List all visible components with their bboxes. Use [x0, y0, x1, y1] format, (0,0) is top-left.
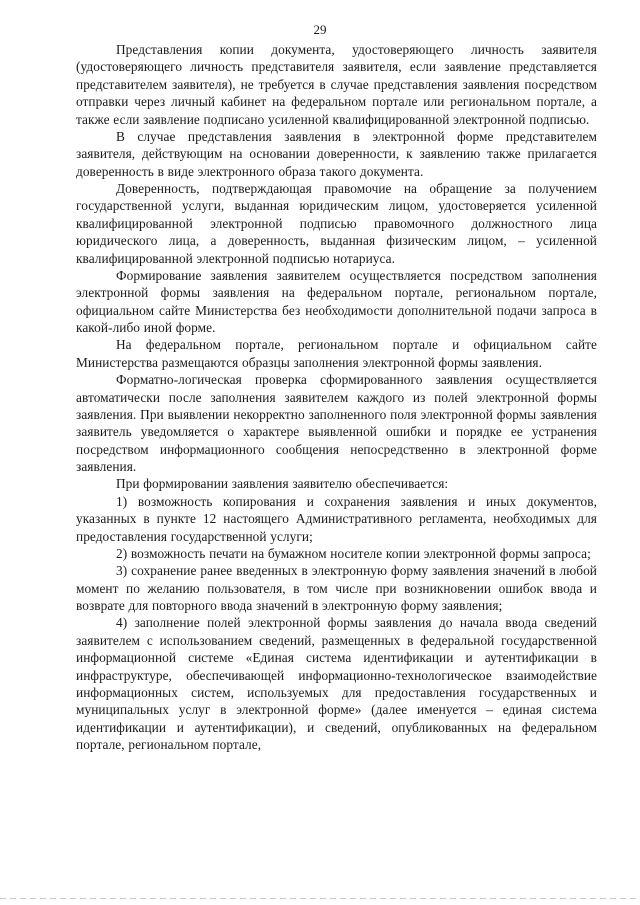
paragraph-form-filling: Формирование заявления заявителем осуществляется посредством заполнения электронной формы заявления на федеральном портале, региональном портале, официальном сайте Министерства без необходимости дополнительной подачи запроса в какой-либо иной форме. — [76, 267, 597, 335]
list-item-2-print-copy: 2) возможность печати на бумажном носителе копии электронной формы запроса; — [116, 545, 591, 561]
scan-edge-line — [0, 898, 640, 899]
paragraph-copy-of-identity-document: Представления копии документа, удостоверяющего личность заявителя (удостоверяющего личность представителя заявителя, если заявление представляется представителем заявителя), не требуется в случае представления заявления посредством отправки через личный кабинет на федеральном портале или региональном портале, а также если заявление подписано усиленной квалифицированной электронной подписью. — [76, 42, 597, 127]
list-item-4-prefill-fields: 4) заполнение полей электронной формы заявления до начала ввода сведений заявителем с использованием сведений, размещенных в федеральной государственной информационной системе «Единая система идентификации и аутентификации в инфраструктуре, обеспечивающей информационно-технологическое взаимодействие информационных систем, используемых для предоставления государственных и муниципальных услуг в электронной форме» (далее именуется – единая система идентификации и аутентификации), и сведений, опубликованных на федеральном портале, региональном портале, — [76, 615, 597, 752]
list-item-3-save-values: 3) сохранение ранее введенных в электронную форму заявления значений в любой момент по желанию пользователя, в том числе при возникновении ошибок ввода и возврате для повторного ввода значений в электронную форму заявления; — [76, 563, 597, 613]
paragraph-format-logical-check: Форматно-логическая проверка сформированного заявления осуществляется автоматически после заполнения заявителем каждого из полей электронной формы заявления. При выявлении некорректно заполненного поля электронной формы заявления заявитель уведомляется о характере выявленной ошибки и порядке ее устранения посредством информационного сообщения непосредственно в электронной форме заявления. — [76, 372, 597, 474]
list-item-1-copy-and-save: 1) возможность копирования и сохранения заявления и иных документов, указанных в пункте 12 настоящего Административного регламента, необходимых для предоставления государственной услуги; — [76, 493, 597, 544]
page-number: 29 — [313, 22, 327, 37]
body-text — [76, 41, 597, 753]
paragraph-representative-power-of-attorney: В случае представления заявления в электронной форме представителем заявителя, действующим на основании доверенности, к заявлению также прилагается доверенность в виде электронного образа такого документа. — [76, 128, 597, 179]
paragraph-power-of-attorney-signature: Доверенность, подтверждающая правомочие на обращение за получением государственной услуги, выданная юридическим лицом, удостоверяется усиленной квалифицированной электронной подписью правомочного должностного лица юридического лица, а доверенность, выданная физическим лицом, – усиленной квалифицированной электронной подписью нотариуса. — [76, 181, 597, 266]
paragraph-provided-capabilities: При формировании заявления заявителю обеспечивается: — [116, 476, 449, 492]
paragraph-form-samples: На федеральном портале, региональном портале и официальном сайте Министерства размещаются образцы заполнения электронной формы заявления. — [76, 337, 597, 370]
